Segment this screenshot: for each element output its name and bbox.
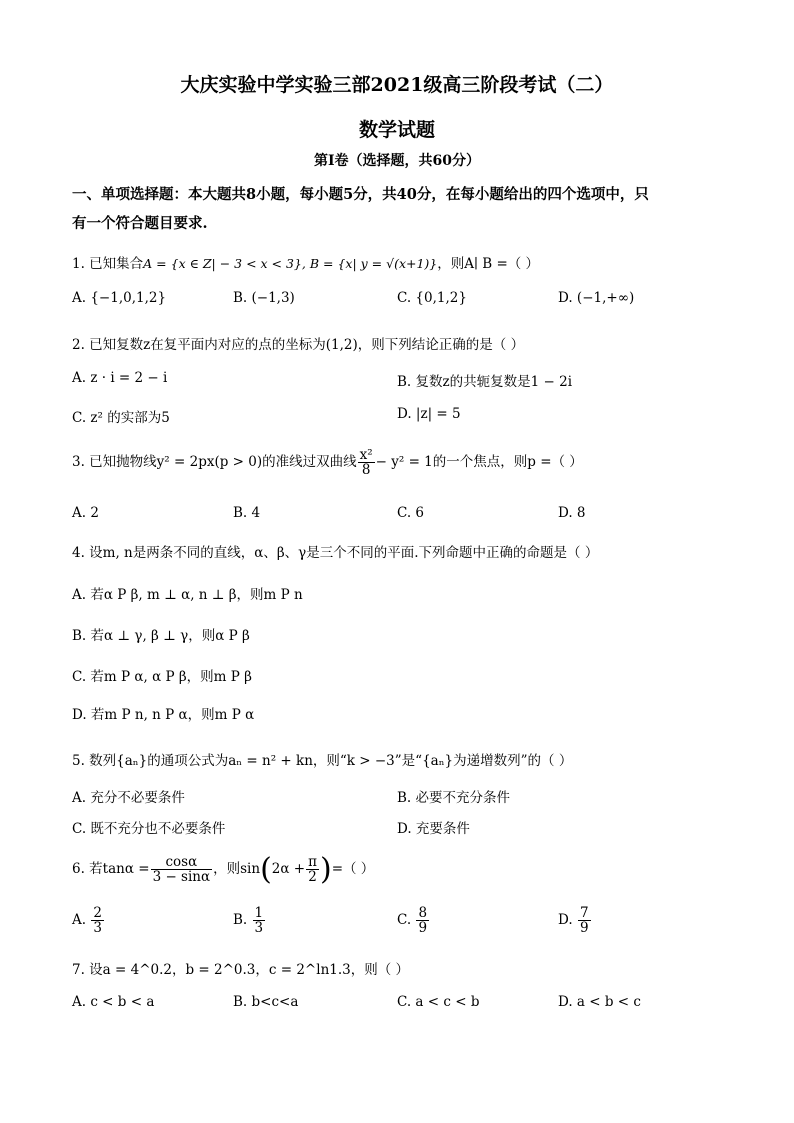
q3-option-c: C. 6 [397,505,425,521]
q1-option-d: D. (−1,+∞) [558,290,635,306]
q6-a-num: 2 [93,905,102,921]
q5-option-b: B. 必要不充分条件 [397,790,511,806]
q6-stem-sin: ，则sin [213,861,261,877]
q6-arg: 2α + [271,861,306,877]
q3-stem-suffix: − y² = 1的一个焦点，则p =（ ） [375,454,583,471]
exam-title: 大庆实验中学实验三部2021级高三阶段考试（二） [180,74,614,96]
q6-option-d [558,906,592,935]
q6-a-den: 3 [93,920,102,937]
q4-option-d: D. 若m P n, n P α，则m P α [72,707,255,723]
q7-option-d: D. a < b < c [558,994,641,1010]
q2-option-c: C. z² 的实部为5 [72,410,170,426]
question-4-stem: 4. 设m, n是两条不同的直线，α、β、γ是三个不同的平面.下列命题中正确的命题是（ ） [72,545,599,561]
q6-option-b [233,906,266,935]
q6-b-num: 1 [254,905,264,921]
q6-c-num: 8 [418,905,428,921]
q6-b-label: B. [233,912,248,929]
q6-tan-fraction [151,855,213,884]
q6-frac-denominator: 3 − sinα [152,869,211,885]
question-6-stem [72,852,374,887]
question-7-stem: 7. 设a = 4^0.2，b = 2^0.3，c = 2^ln1.3，则（ ） [72,962,410,978]
q6-pi-numerator: π [308,853,317,870]
q6-stem-prefix: 6. 若tanα = [72,861,150,877]
question-2-stem: 2. 已知复数z在复平面内对应的点的坐标为(1,2)，则下列结论正确的是（ ） [72,337,525,353]
q6-c-fraction [416,906,429,935]
q6-pi-fraction [306,855,319,884]
q3-frac-denominator: 8 [361,462,371,479]
q2-option-b: B. 复数z的共轭复数是1 − 2i [397,374,573,390]
question-1-stem [72,252,539,272]
q6-c-den: 9 [418,920,428,937]
q3-option-d: D. 8 [558,505,586,521]
q6-d-fraction [578,906,591,935]
q3-frac-numerator: x² [359,447,373,463]
q6-d-label: D. [558,912,573,929]
q5-option-c: C. 既不充分也不必要条件 [72,821,226,837]
q6-stem-suffix: =（ ） [331,861,375,877]
q5-option-a: A. 充分不必要条件 [72,790,185,806]
q1-option-a: A. {−1,0,1,2} [72,290,167,306]
q4-option-a: A. 若α P β, m ⊥ α, n ⊥ β，则m P n [72,587,303,603]
q3-stem-prefix: 3. 已知抛物线y² = 2px(p > 0)的准线过双曲线 [72,454,357,471]
q1-stem-suffix: ，则A∣ B =（ ） [437,256,540,272]
section-instruction-line1: 一、单项选择题：本大题共8小题，每小题5分，共40分，在每小题给出的四个选项中，只 [72,186,649,203]
q3-option-a: A. 2 [72,505,99,521]
q4-option-c: C. 若m P α, α P β，则m P β [72,669,252,685]
q6-d-num: 7 [579,905,589,921]
q7-option-b: B. b<c<a [233,994,299,1010]
q1-option-b: B. (−1,3) [233,290,295,306]
q6-left-paren: ( [260,852,272,887]
q6-option-a [72,906,105,935]
exam-subtitle: 数学试题 [358,119,435,141]
question-3-stem [72,448,583,477]
q6-c-label: C. [397,912,412,929]
q1-option-c: C. {0,1,2} [397,290,467,306]
q6-a-fraction [91,906,104,935]
q6-option-c [397,906,430,935]
q6-frac-numerator: cosα [151,855,213,870]
q3-option-b: B. 4 [233,505,261,521]
q6-b-fraction [253,906,266,935]
q6-b-den: 3 [254,920,264,937]
q2-option-a: A. z · i = 2 − i [72,370,168,386]
q6-a-label: A. [72,912,87,929]
q4-option-b: B. 若α ⊥ γ, β ⊥ γ，则α P β [72,628,250,644]
q5-option-d: D. 充要条件 [397,821,470,837]
q6-pi-denominator: 2 [308,869,317,885]
q7-option-c: C. a < c < b [397,994,480,1010]
volume-heading: 第I卷（选择题，共60分） [313,153,481,169]
section-instruction-line2: 有一个符合题目要求. [72,215,208,232]
q1-sets: A = {x ∈ Z| − 3 < x < 3}, B = {x| y = √(x+1)} [143,256,438,271]
q6-d-den: 9 [579,920,589,937]
q1-stem-prefix: 1. 已知集合 [72,256,144,272]
q6-right-paren: ) [319,852,332,887]
q7-option-a: A. c < b < a [72,994,155,1010]
q2-option-d: D. |z| = 5 [397,406,461,422]
question-5-stem: 5. 数列{aₙ}的通项公式为aₙ = n² + kn，则“k > −3”是“{aₙ}为递增数列”的（ ） [72,753,573,769]
q3-hyperbola-fraction [358,448,375,477]
